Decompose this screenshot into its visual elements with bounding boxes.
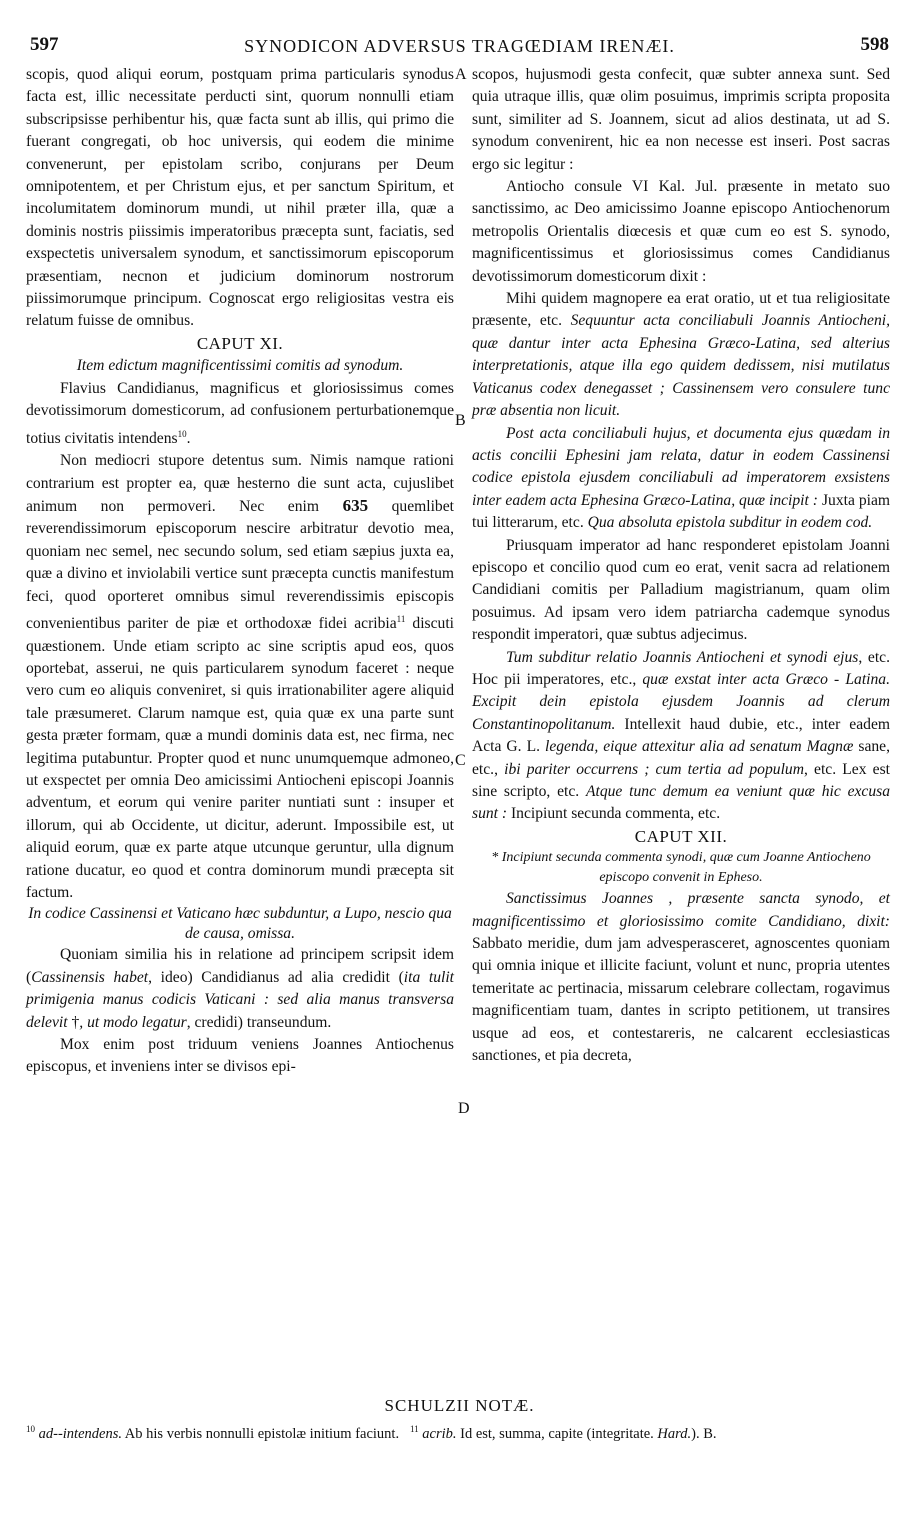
right-paragraph-5: Priusquam imperator ad hanc responderet epistolam Joanni episcopo et concilio quod cum eo erat, venit sacra ad relationem Candidiani comitis per Palladium magistrianum, quam olim posuimus. Ad ipsam vero idem patriarcha cademque synodus respondit imperatori, quæ subtus adjecimus. [472, 536, 890, 644]
left-paragraph-2: Flavius Candidianus, magnificus et gloriosissimus comes devotissimorum domesticorum, ad confusionem perturbationemque totius civitatis intendens$^{10}$. [26, 379, 454, 447]
left-paragraph-4c: , credidi) transeundum. [186, 1013, 332, 1031]
left-paragraph-3b: quemlibet reverendissimorum episcoporum nescire arbitratur devotio mea, quoniam nec semel, nec secundo solum, sed etiam sæpius juxta ea, quæ a divino et inviolabili vertice sunt præcepta cunctis manifestum feci, quod oporteret omnibus simul reverendissimis episcopis convenientibus pariter de piæ et orthodoxæ fidei acribia [26, 497, 454, 633]
footnote-11-end: ). B. [691, 1425, 717, 1442]
right-paragraph-6-italic-5: Atque tunc demum ea veniunt quæ hic excusa sunt : [472, 783, 890, 823]
running-header [30, 34, 889, 64]
right-paragraph-6 [472, 647, 890, 826]
page-number-right: 598 [860, 34, 889, 55]
left-paragraph-4 [26, 944, 454, 1034]
footnote-ref-10: 10 [177, 428, 187, 439]
margin-mark-b: B [455, 412, 466, 429]
footnote-10 [26, 1426, 399, 1442]
margin-mark-d: D [458, 1100, 470, 1117]
running-title: SYNODICON ADVERSUS TRAGŒDIAM IRENÆI. [244, 36, 675, 56]
footnote-10-lemma: ad--intendens. [38, 1425, 122, 1442]
left-paragraph-3c: discuti quæstionem. Unde etiam scripto ac sine scriptis apud eos, quos oportebat, asserui, ne quis particularem synodum faceret : neque vero cum eo aliquis conveniret, si quis irrationabiliter agere aliquid tale præsumeret. Clarum namque est, quia quæ ex una parte sunt gesta præter formam, quæ a mundi dominis data est, nec firma, nec legitima putabuntur. Propter quod et nunc unumquemque admoneo, ut exspectet per omnia Deo amicissimi Antiocheni episcopi Joannis adventum, et eorum qui venire pariter nuntiati sunt : insuper et illorum, qui ab Occidente, ut dicitur, aderunt. Impossibile est, ut aliquid eorum, quæ ex parte atque utcunque geruntur, ulla dignum ratione ducatur, eo quod et contra dominorum mundi præcepta sit factum. [26, 615, 454, 901]
right-paragraph-6-italic-2: quæ exstat inter acta Græco - Latina. Excipit dein epistola ejusdem Joannis ad clerum Constantinopolitanum. [472, 670, 890, 733]
caput-12-title: CAPUT XII. [634, 826, 728, 846]
right-paragraph-6-roman-3: sane, etc., [472, 738, 890, 778]
footnote-ref-11: 11 [396, 613, 406, 624]
right-column [472, 64, 890, 1067]
right-paragraph-6-italic-4: ibi pariter occurrens ; cum tertia ad populum [504, 760, 804, 778]
right-paragraph-4 [472, 423, 890, 535]
right-paragraph-6-roman-5: Incipiunt secunda commenta, etc. [507, 805, 721, 823]
right-paragraph-4-roman: Juxta piam tui litterarum, etc. [472, 491, 890, 532]
footnote-11-text: Id est, summa, capite (integritate. [456, 1425, 658, 1442]
notes-heading: SCHULZII NOTÆ. [384, 1396, 535, 1415]
right-paragraph-7-italic: Sanctissimus Joannes , præsente sancta synodo, et magnificentissimo et gloriosissimo comite Candidiano, dixit: [472, 890, 890, 930]
left-paragraph-5: Mox enim post triduum veniens Joannes Antiochenus episcopus, et inveniens inter se divisos epi- [26, 1036, 454, 1076]
margin-mark-c: C [455, 752, 466, 769]
right-paragraph-3 [472, 288, 890, 422]
left-column [26, 64, 454, 1079]
column-number: 635 [342, 495, 369, 515]
right-paragraph-6-roman-2: Intellexit haud dubie, etc., inter eadem Acta G. L. [472, 715, 890, 756]
right-paragraph-7 [472, 888, 890, 1067]
right-paragraph-4-italic-1: Post acta conciliabuli hujus, et documenta ejus quædam in actis concilii Ephesini jam relata, datur in eodem Cassinensi codice epistola ejusdem conciliabuli ad imperatorem exsistens inter eadem acta Ephesina Græco-Latina, quæ incipit : [472, 424, 890, 509]
right-paragraph-3-italic: Sequuntur acta conciliabuli Joannis Antiocheni, quæ dantur inter acta Ephesina Græco-Latina, sed alterius interpretationis, atque illa ego quidem dedissem, nisi mutilatus Vaticanus codex denegasset ; Cassinensem vero consulere tunc præ absentia non licuit. [472, 312, 890, 420]
footnote-11 [410, 1426, 717, 1442]
right-paragraph-7-text: Sabbato meridie, dum jam advesperasceret, agnoscentes quoniam qui omnia inique et illicite faciunt, volunt et nunc, propria utentes temeritate ac pertinacia, missarum celebrare collectam, rogavimus magnificentiam tuam, dantes in scripto petitionem, ut transires usque ad eos, et contestareris, ne calcarent ecclesiasticas sanctiones, et pia decreta, [472, 935, 890, 1065]
right-paragraph-1: scopos, hujusmodi gesta confecit, quæ subter annexa sunt. Sed quia utraque illis, quæ olim posuimus, imprimis scripta proposita sunt, similiter ad S. Joannem, sicut ad alios destinata, ut ad S. synodum convenirent, hic ea non necesse est inseri. Post sacras ergo sic legitur : [472, 66, 890, 173]
footnote-10-number: 10 [26, 1424, 35, 1434]
left-paragraph-3 [26, 450, 454, 904]
codex-note: In codice Cassinensi et Vaticano hæc subduntur, a Lupo, nescio qua de causa, omissa. [28, 905, 452, 943]
right-paragraph-2: Antiocho consule VI Kal. Jul. præsente in metato suo sanctissimo, ac Deo amicissimo Joanne episcopo Antiochenorum metropolis Orientalis diœcesis et quæ cum eo est S. synodo, magnificentissimus et gloriosissimus comes Candidianus devotissimorum domesticorum dixit : [472, 178, 890, 285]
right-paragraph-3a: Mihi quidem magnopere ea erat oratio, ut et tua religiositate præsente, etc. [472, 290, 890, 330]
right-paragraph-6-roman-4: , etc. Lex est sine scripto, etc. [472, 760, 890, 800]
right-paragraph-6-italic-1: Tum subditur relatio Joannis Antiocheni et synodi ejus [506, 648, 859, 666]
left-paragraph-4a: Quoniam similia his in relatione ad principem scripsit idem ( [26, 946, 454, 986]
footnote-11-source: Hard. [657, 1425, 692, 1442]
right-paragraph-6-roman-1: , etc. Hoc pii imperatores, etc., [472, 648, 890, 688]
right-paragraph-6-italic-3: legenda, eique attexitur alia ad senatum Magnæ [544, 738, 854, 756]
margin-mark-a: A [455, 66, 467, 83]
dagger-symbol: † [71, 1013, 80, 1031]
caput-12-subtitle: * Incipiunt secunda commenta synodi, quæ cum Joanne Antiocheno episcopo convenit in Epheso. [491, 850, 871, 886]
footnote-11-lemma: acrib. [422, 1425, 457, 1442]
right-paragraph-4-italic-2: Qua absoluta epistola subditur in eodem cod. [587, 514, 873, 532]
left-paragraph-3a: Non mediocri stupore detentus sum. Nimis namque rationi contrarium est propter ea, quæ hesterno die sunt acta, cujuslibet animum non permoveri. Nec enim [26, 452, 454, 515]
page-number-left: 597 [30, 34, 59, 55]
footnote-10-text: Ab his verbis nonnulli epistolæ initium faciunt. [121, 1425, 400, 1442]
left-paragraph-4-italic-2: ita tulit primigenia manus codicis Vaticani : sed alia manus transversa delevit [26, 968, 454, 1031]
footnote-11-number: 11 [409, 1424, 419, 1434]
left-paragraph-4-italic-1: Cassinensis habet [31, 968, 149, 986]
left-paragraph-4b: , ideo) Candidianus ad alia credidit ( [148, 968, 404, 986]
left-paragraph-2-text: Flavius Candidianus, magnificus et gloriosissimus comes devotissimorum domesticorum, ad confusionem perturbationemque totius civitatis intendens [26, 379, 454, 447]
caput-11-title: CAPUT XI. [196, 333, 284, 353]
left-paragraph-4-italic-3: , ut modo legatur [79, 1013, 187, 1031]
caput-11-subtitle: Item edictum magnificentissimi comitis ad synodum. [76, 357, 404, 375]
footnotes [26, 1420, 892, 1444]
left-paragraph-1: scopis, quod aliqui eorum, postquam prima particularis synodus facta est, illic necessitate perducti sint, quorum nonnulli etiam subscripsisse perhibentur his, quæ facta sunt ab illis, qui primo die fuerant congregati, ob hoc universis, qui eodem die minime convenerunt, per epistolam scribo, conjurans per Deum omnipotentem, et per Christum ejus, et per sanctum Spiritum, et incolumitatem dominorum mundi, ut nihil præter illa, quæ a dominis nostris piissimis imperatoribus præcepta sunt, faciatis, sed exspectetis universalem synodum, et sanctissimorum episcoporum præsentiam, necnon et judicium dominorum nostrorum piissimorumque principum. Cognoscat ergo religiositas vestra eis relatum fuisse de omnibus. [26, 66, 454, 330]
